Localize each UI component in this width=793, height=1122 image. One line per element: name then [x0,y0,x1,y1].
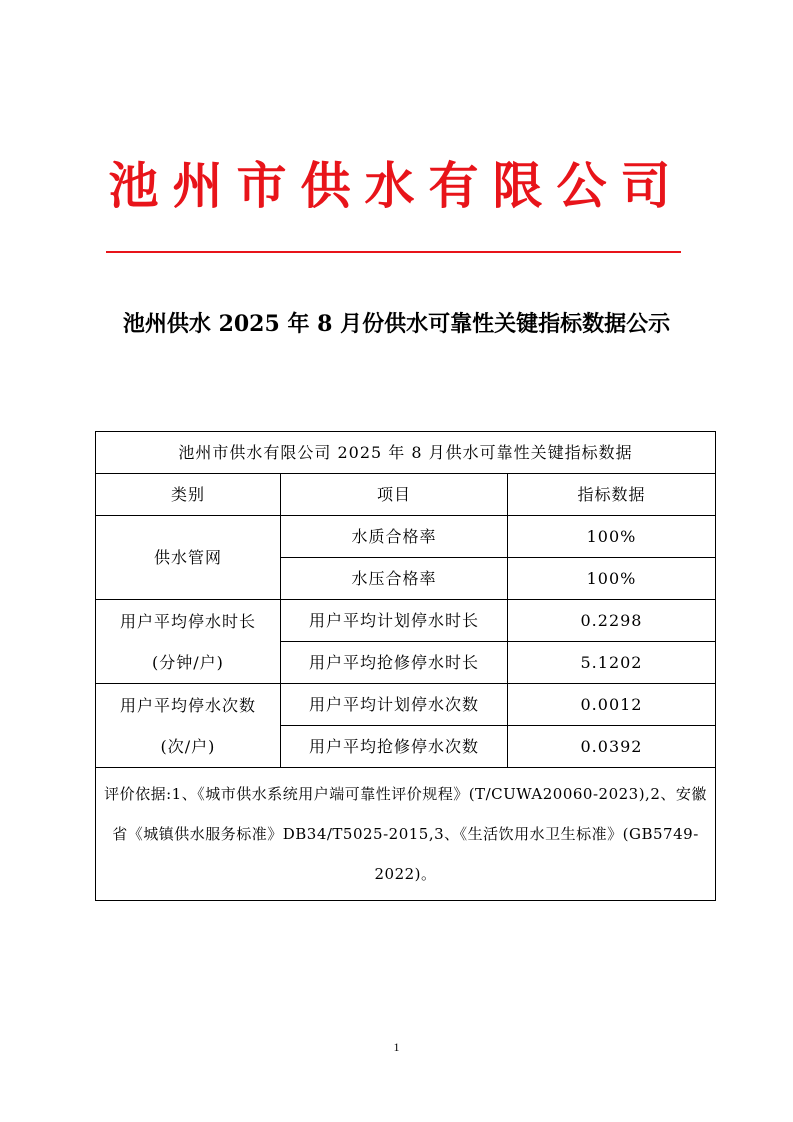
table-note-row [96,768,716,901]
evaluation-basis-note: 评价依据:1、《城市供水系统用户端可靠性评价规程》(T/CUWA20060-2023),2、安徽省《城镇供水服务标准》DB34/T5025-2015,3、《生活饮用水卫生标准》(GB5749-2022)。 [96,768,716,901]
category-cell-pipe-network [96,516,281,600]
table-row [96,684,716,726]
header-divider [106,251,681,253]
table-row [96,600,716,642]
value-cell: 0.0392 [508,726,716,768]
item-cell: 用户平均计划停水时长 [281,600,508,642]
column-header-item: 项目 [281,474,508,516]
org-name-header: 池州市供水有限公司 [108,156,685,215]
value-cell: 100% [508,516,716,558]
value-cell: 100% [508,558,716,600]
item-cell: 用户平均计划停水次数 [281,684,508,726]
category-cell-outage-frequency [96,684,281,768]
item-cell: 水压合格率 [281,558,508,600]
column-header-category: 类别 [96,474,281,516]
item-cell: 用户平均抢修停水时长 [281,642,508,684]
category-cell-outage-duration [96,600,281,684]
category-label: 用户平均停水次数 [119,695,256,715]
table-header-row [96,474,716,516]
category-unit: (次/户) [160,736,216,756]
value-cell: 5.1202 [508,642,716,684]
item-cell: 水质合格率 [281,516,508,558]
item-cell: 用户平均抢修停水次数 [281,726,508,768]
category-label: 用户平均停水时长 [119,611,256,631]
table-caption: 池州市供水有限公司 2025 年 8 月供水可靠性关键指标数据 [96,432,716,474]
table-caption-row [96,432,716,474]
table-row [96,516,716,558]
page-number: 1 [393,1040,400,1054]
column-header-value: 指标数据 [508,474,716,516]
indicator-table [95,431,716,901]
category-unit: (分钟/户) [152,652,224,672]
value-cell: 0.0012 [508,684,716,726]
value-cell: 0.2298 [508,600,716,642]
category-label: 供水管网 [153,548,222,567]
document-title: 池州供水 2025 年 8 月份供水可靠性关键指标数据公示 [122,311,671,337]
